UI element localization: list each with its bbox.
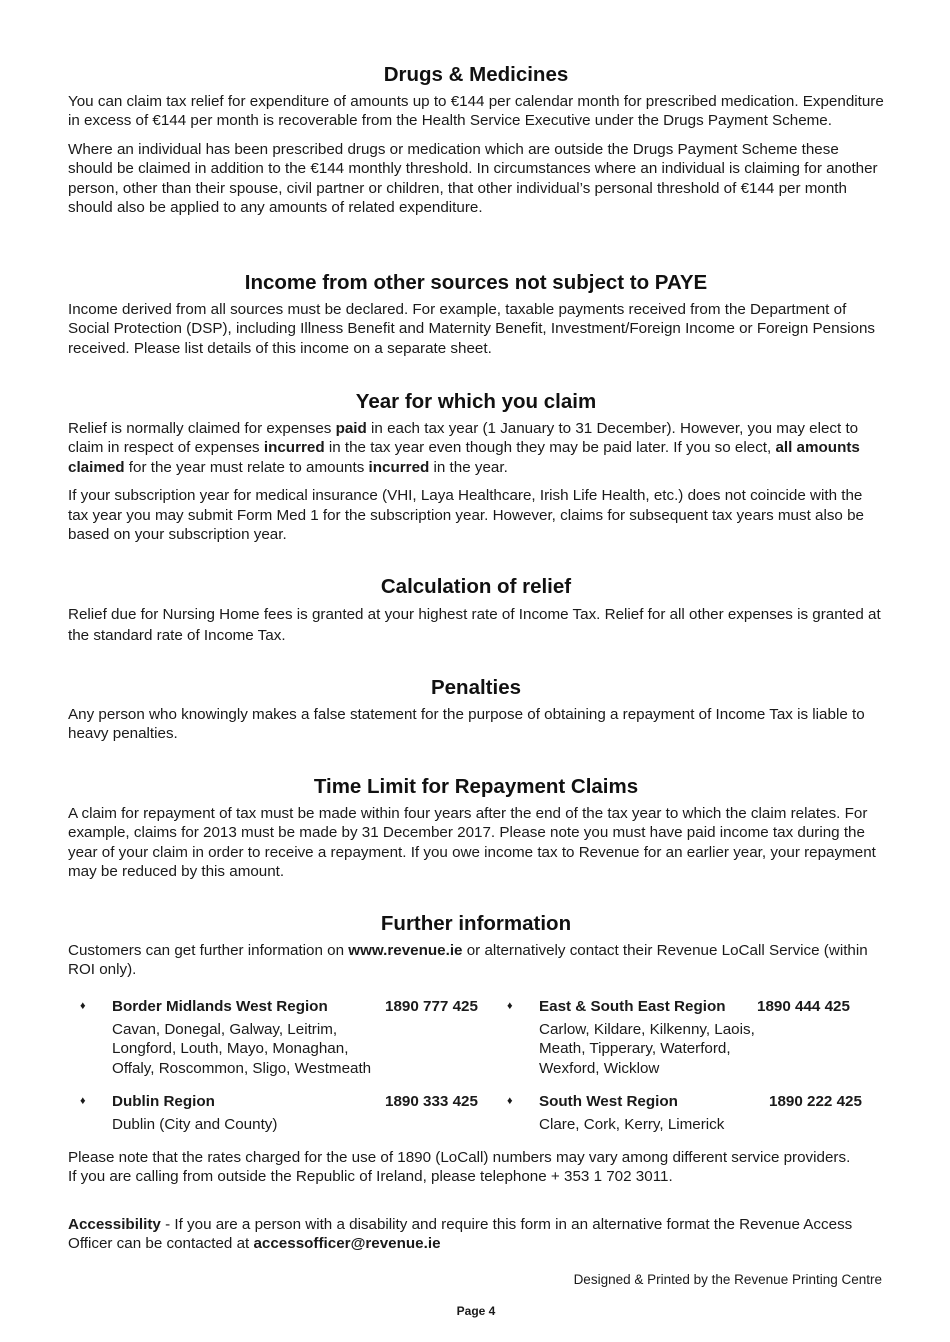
section-title: Time Limit for Repayment Claims (313, 775, 639, 798)
region-phone: 1890 333 425 (385, 1093, 478, 1110)
paragraph: Where an individual has been prescribed drugs or medication which are outside the Drugs Payment Scheme these should be claimed in addition to the €144 monthly threshold. In circumstances where an individual is claiming for another person, other than their spouse, civil partner or children, that other individual’s personal threshold of €144 per month should also be applied to any amounts of related expenditure. (68, 140, 878, 217)
region-border-midlands-west (80, 997, 490, 1078)
paragraph: Relief is normally claimed for expenses paid in each tax year (1 January to 31 December). However, you may elect to claim in respect of expenses incurred in the tax year even though they may be paid later. If you so elect, all amounts claimed for the year must relate to amounts incurred in the year. (68, 420, 860, 476)
printed-by-note: Designed & Printed by the Revenue Printing Centre (573, 1272, 882, 1287)
paragraph: Any person who knowingly makes a false statement for the purpose of obtaining a repayment of Income Tax is liable to heavy penalties. (68, 706, 865, 743)
section-penalties (68, 676, 884, 744)
paragraph: If your subscription year for medical insurance (VHI, Laya Healthcare, Irish Life Health, etc.) does not coincide with the tax year you may submit Form Med 1 for the subscription year. However, claims for subsequent tax years must also be based on your subscription year. (68, 487, 864, 544)
accessibility-note (68, 1215, 884, 1254)
region-dublin (80, 1092, 490, 1134)
diamond-bullet-icon: ♦ (507, 1000, 513, 1012)
region-counties: Clare, Cork, Kerry, Limerick (539, 1116, 725, 1133)
region-name: East & South East Region (539, 998, 726, 1015)
paragraph: Customers can get further information on www.revenue.ie or alternatively contact their Revenue LoCall Service (within ROI only). (68, 942, 868, 979)
paragraph: You can claim tax relief for expenditure of amounts up to €144 per calendar month for prescribed medication. Expenditure in excess of €144 per month is recoverable from the Health Service Executive under the Drugs Payment Scheme. (68, 93, 884, 130)
paragraph: Income derived from all sources must be declared. For example, taxable payments received from the Department of Social Protection (DSP), including Illness Benefit and Maternity Benefit, Investment/Foreign Income or Foreign Pensions received. Please list details of this income on a separate sheet. (68, 301, 876, 357)
paragraph: A claim for repayment of tax must be made within four years after the end of the tax year to which the claim relates. For example, claims for 2013 must be made by 31 December 2017. Please note you must have paid income tax during the year of your claim in order to receive a repayment. If you owe income tax to Revenue for an earlier year, your repayment may be reduced by this amount. (68, 805, 876, 881)
region-phone: 1890 777 425 (385, 998, 478, 1015)
paragraph: If you are calling from outside the Republic of Ireland, please telephone + 353 1 702 3011. (68, 1168, 673, 1186)
region-counties: Dublin (City and County) (112, 1116, 278, 1133)
diamond-bullet-icon: ♦ (507, 1095, 513, 1107)
region-counties: Carlow, Kildare, Kilkenny, Laois, Meath, Tipperary, Waterford, Wexford, Wicklow (539, 1021, 755, 1077)
region-name: Dublin Region (112, 1093, 215, 1110)
access-officer-email-link[interactable]: accessofficer@revenue.ie (253, 1235, 441, 1253)
region-name: Border Midlands West Region (112, 998, 328, 1015)
section-income (68, 271, 884, 358)
region-phone: 1890 222 425 (769, 1093, 862, 1110)
section-year (68, 390, 884, 544)
section-title: Calculation of relief (380, 575, 572, 598)
diamond-bullet-icon: ♦ (80, 1000, 86, 1012)
section-drugs (68, 63, 884, 217)
section-title: Year for which you claim (355, 390, 597, 413)
section-title: Penalties (430, 676, 522, 699)
section-further-info (68, 912, 884, 980)
section-title: Further information (380, 912, 572, 935)
section-title: Income from other sources not subject to PAYE (244, 271, 708, 294)
paragraph: Accessibility - If you are a person with a disability and require this form in an alternative format the Revenue Access Officer can be contacted at accessofficer@revenue.ie (68, 1216, 853, 1253)
section-calculation (68, 575, 884, 646)
region-counties: Cavan, Donegal, Galway, Leitrim, Longford, Louth, Mayo, Monaghan, Offaly, Roscommon, Sligo, Westmeath (112, 1021, 372, 1077)
region-name: South West Region (539, 1093, 678, 1110)
section-title: Drugs & Medicines (383, 63, 569, 86)
paragraph: Please note that the rates charged for the use of 1890 (LoCall) numbers may vary among different service providers. (68, 1149, 851, 1166)
section-time-limit (68, 775, 884, 882)
paragraph: Relief due for Nursing Home fees is granted at your highest rate of Income Tax. Relief for all other expenses is granted at the standard rate of Income Tax. (68, 606, 881, 644)
region-south-west (507, 1092, 887, 1134)
region-phone: 1890 444 425 (757, 998, 850, 1015)
region-east-south-east (507, 997, 887, 1078)
locall-rates-note (68, 1148, 884, 1187)
diamond-bullet-icon: ♦ (80, 1095, 86, 1107)
page-number: Page 4 (456, 1304, 496, 1318)
revenue-link[interactable]: www.revenue.ie (348, 942, 463, 959)
